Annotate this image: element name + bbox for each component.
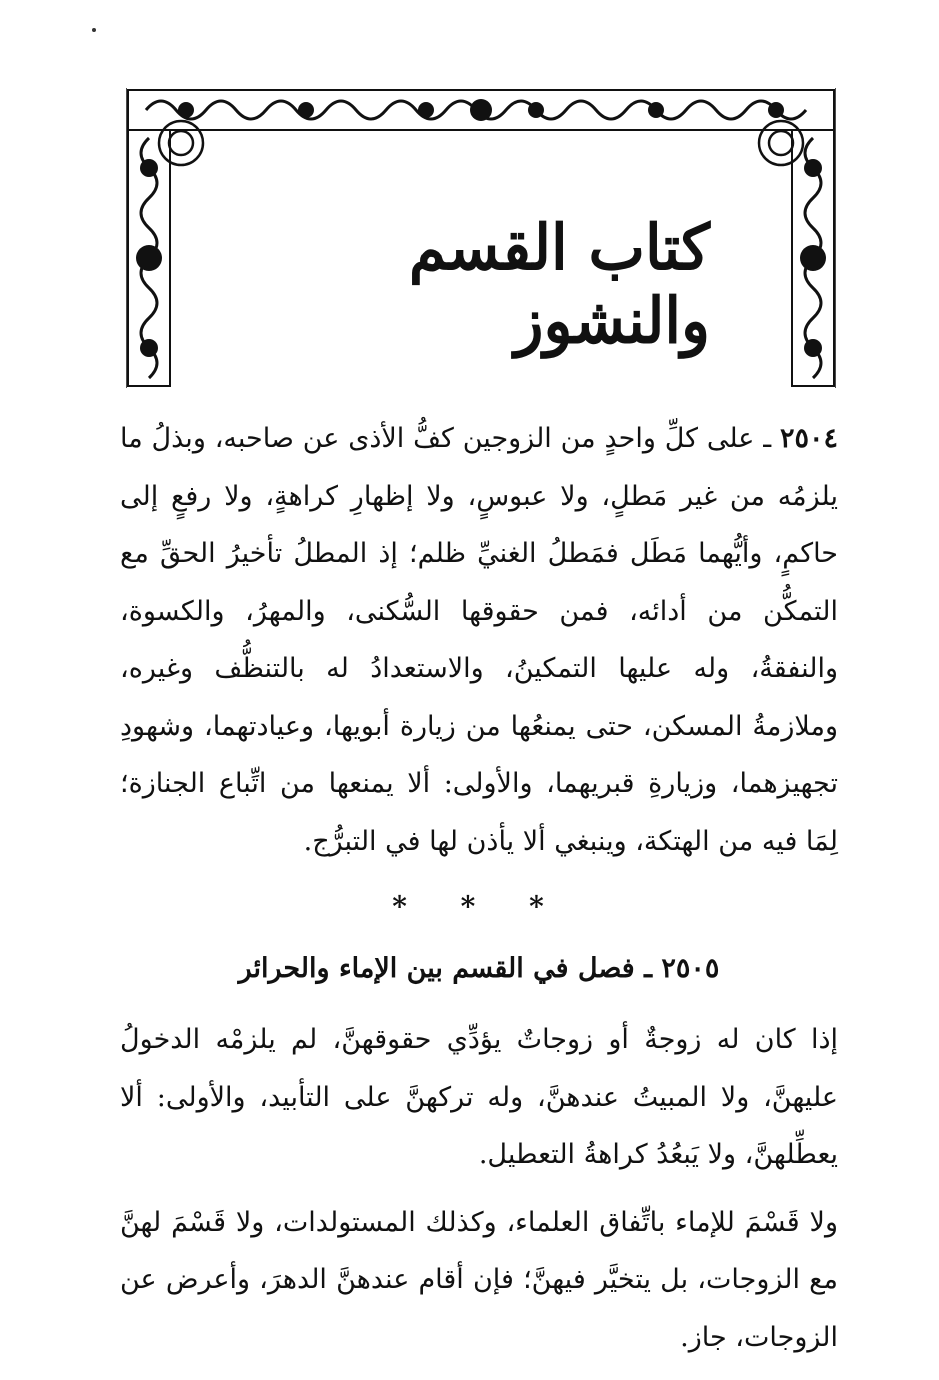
- section-paragraph: ولا قَسْمَ للإماء باتِّفاق العلماء، وكذلك المستولدات، ولا قَسْمَ لهنَّ مع الزوجات، بل يتخيَّر فيهنَّ؛ فإن أقام عندهنَّ الدهرَ، وأعرض عن الزوجات، جاز.: [120, 1206, 838, 1353]
- paragraph-gap: [120, 1184, 838, 1194]
- entry-2504: [120, 410, 838, 870]
- page-content: [120, 410, 838, 1366]
- scan-speck: [92, 28, 96, 32]
- book-title: كتاب القسم والنشوز: [408, 211, 710, 359]
- entry-number: ٢٥٠٤: [779, 423, 838, 454]
- entry-text: ـ على كلِّ واحدٍ من الزوجين كفُّ الأذى عن صاحبه، وبذلُ ما يلزمُه من غير مَطلٍ، ولا عبوسٍ، ولا إظهارِ كراهةٍ، ولا رفعٍ إلى حاكمٍ، وأيُّهما مَطَل فمَطلُ الغنيِّ ظلم؛ إذ المطلُ تأخيرُ الحقِّ مع التمكُّن من أدائه، فمن حقوقها السُّكنى، والمهرُ، والكسوة، والنفقةُ، وله عليها التمكينُ، والاستعدادُ له بالتنظُّف وغيره، وملازمةُ المسكن، حتى يمنعُها من زيارة أبويها، وعيادتهما، وشهودِ تجهيزهما، وزيارةِ قبريهما، والأولى: ألا يمنعها من اتِّباع الجنازة؛ لِمَا فيه من الهتكة، وينبغي ألا يأذن لها في التبرُّج.: [120, 423, 838, 857]
- separator-stars: * * *: [392, 890, 566, 923]
- section-heading: ٢٥٠٥ ـ فصل في القسم بين الإماء والحرائر: [238, 953, 720, 984]
- section-paragraph: إذا كان له زوجةٌ أو زوجاتٌ يؤدِّي حقوقهنَّ، لم يلزمْه الدخولُ عليهنَّ، ولا المبيتُ عندهنَّ، وله تركهنَّ على التأبيد، والأولى: ألا يعطِّلهنَّ، ولا يَبعُدُ كراهةُ التعطيل.: [120, 1024, 838, 1170]
